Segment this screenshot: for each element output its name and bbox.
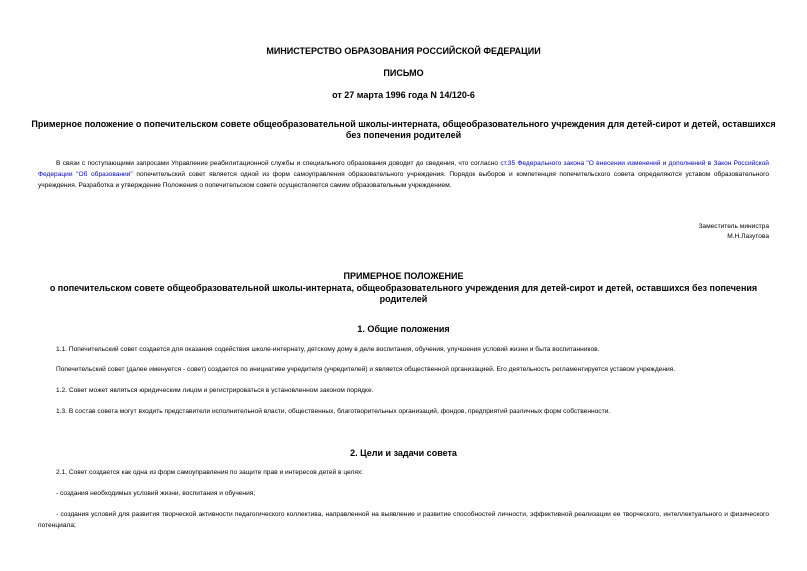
document-date: от 27 марта 1996 года N 14/120-6	[332, 90, 475, 100]
law-article-link[interactable]: ст.35 Федерального закона "О внесении изменений и дополнений в Закон Российской Федерации "Об образовании"	[38, 160, 769, 178]
clause-1-1: 1.1. Попечительский совет создается для оказания содействия школе-интернату, детскому дому в деле воспитания, обучения, улучшения условий жизни и быта воспитанников.	[56, 346, 600, 353]
intro-text-part1: В связи с поступающими запросами Управление реабилитационной службы и специального образования доводит до сведения, что согласно	[56, 160, 501, 167]
signatory-position: Заместитель министра	[698, 223, 769, 230]
regulation-title: ПРИМЕРНОЕ ПОЛОЖЕНИЕ	[343, 271, 464, 281]
signatory-name: М.Н.Лазутова	[727, 233, 769, 240]
clause-2-1: 2.1. Совет создается как одна из форм самоуправления по защите прав и интересов детей в целях:	[56, 469, 364, 476]
clause-1-2: 1.2. Совет может являться юридическим лицом и регистрироваться в установленном законом порядке.	[56, 387, 374, 394]
section-heading-goals: 2. Цели и задачи совета	[350, 448, 457, 458]
goal-item-2: - создания условий для развития творческой активности педагогического коллектива, направленной на выявление и развитие способностей личности, эффективной реализации ее творческого, интеллектуального и физического потенциала;	[38, 511, 769, 529]
document-subject: Примерное положение о попечительском совете общеобразовательной школы-интерната, общеобразовательного учреждения для детей-сирот и детей, оставшихся без попечения родителей	[31, 119, 776, 140]
intro-text-part2: попечительский совет является одной из форм самоуправления образовательного учреждения. Порядок выборов и компетенция попечительского совета определяются уставом образовательного учреждения. Разработка и утверждение Положения о попечительском совете осуществляется самим образовательным учреждением.	[38, 171, 770, 189]
signature-block	[698, 222, 769, 242]
clause-1-1-continued: Попечительский совет (далее именуется - совет) создается по инициативе учредителя (учредителей) и является общественной организацией. Его деятельность регламентируется уставом учреждения.	[56, 366, 676, 373]
regulation-subtitle: о попечительском совете общеобразовательной школы-интерната, общеобразовательного учреждения для детей-сирот и детей, оставшихся без попечения родителей	[49, 283, 758, 304]
clause-1-3: 1.3. В состав совета могут входить представители исполнительной власти, общественных, благотворительных организаций, фондов, предприятий различных форм собственности.	[56, 408, 611, 415]
document-type: ПИСЬМО	[383, 68, 424, 78]
goal-item-1: - создания необходимых условий жизни, воспитания и обучения;	[56, 490, 256, 497]
section-heading-general: 1. Общие положения	[357, 324, 450, 334]
ministry-name: МИНИСТЕРСТВО ОБРАЗОВАНИЯ РОССИЙСКОЙ ФЕДЕРАЦИИ	[266, 46, 541, 56]
intro-paragraph	[38, 158, 769, 191]
